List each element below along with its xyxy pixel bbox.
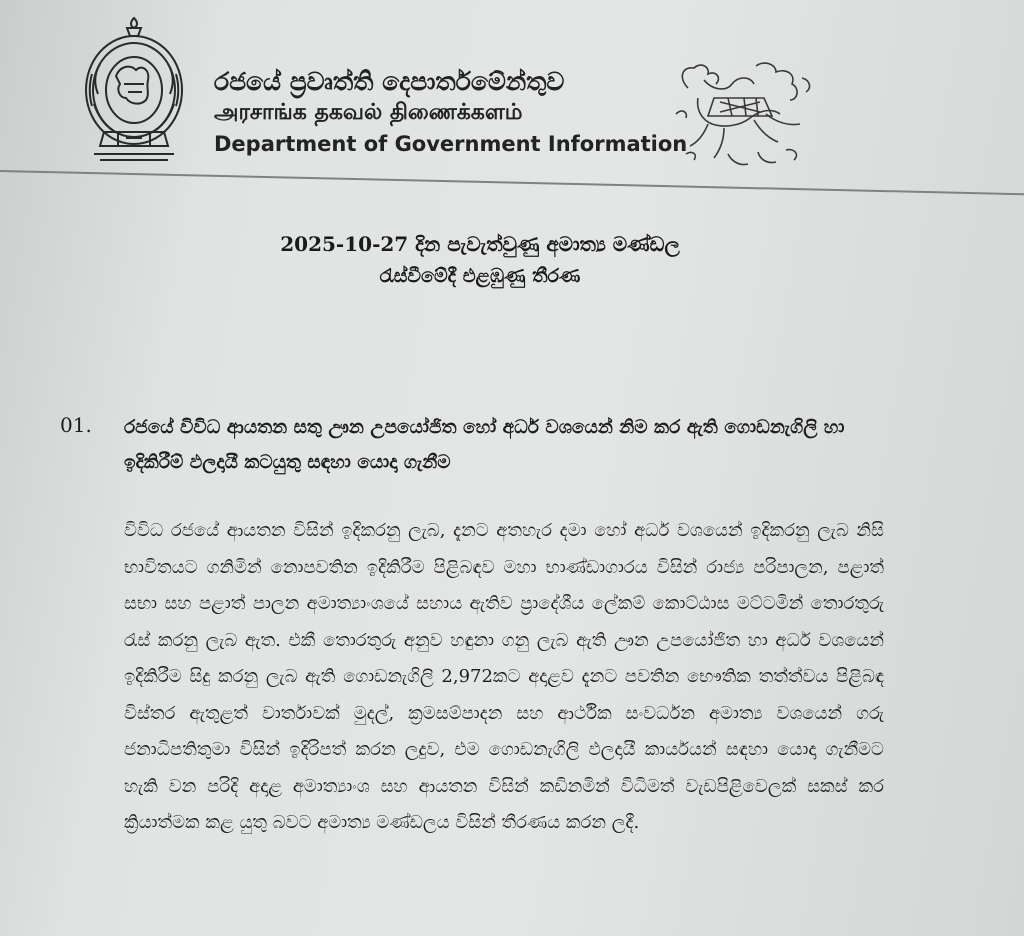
traditional-lion-motif-icon [668, 58, 818, 170]
decision-item-number: 01. [60, 413, 92, 437]
decision-item-title: රජයේ විවිධ ආයතන සතු ඌන උපයෝජිත හෝ අර්ධ වශයෙන් නිම කර ඇති ගොඩනැගිලි හා ඉදිකිරීම් ඵලදායී කටයුතු සඳහා යොදා ගැනීම [124, 417, 845, 473]
decision-item-body: විවිධ රජයේ ආයතන විසින් ඉදිකරනු ලැබ, දැනට අතහැර දමා හෝ අර්ධ වශයෙන් ඉදිකරනු ලැබ නිසි භාවිතයට ගනිමින් නොපවතින ඉදිකිරීම පිළිබඳව මහා භාණ්ඩාගාරය විසින් රාජ්‍ය පරිපාලන, පළාත් සභා සහ පළාත් පාලන අමාත්‍යාංශයේ සහාය ඇතිව ප්‍රාදේශීය ලේකම් කොට්ඨාස මට්ටමින් තොරතුරු රැස් කරනු ලැබ ඇත. එකී තොරතුරු අනුව හඳුනා ගනු ලැබ ඇති ඌන උපයෝජිත හා අර්ධ වශයෙන් ඉදිකිරීම සිදු කරනු ලැබ ඇති ගොඩනැගිලි 2,972කට අදාළව දැනට පවතින භෞතික තත්ත්වය පිළිබඳ විස්තර ඇතුළත් වාර්තාවක් මුදල්, ක්‍රමසම්පාදන සහ ආර්ථික සංවර්ධන අමාත්‍ය වශයෙන් ගරු ජනාධිපතිතුමා විසින් ඉදිරිපත් කරන ලදුව, එම ගොඩනැගිලි ඵලදායී කාර්යයන් සඳහා යොදා ගැනීමට හැකි වන පරිදි අදාළ අමාත්‍යාංශ සහ ආයතන විසින් කඩිනමින් විධිමත් වැඩපිළිවෙලක් සකස් කර ක්‍රියාත්මක කළ යුතු බවට අමාත්‍ය මණ්ඩලය විසින් තීරණය කරන ලදී. [124, 520, 884, 833]
cabinet-decisions-heading: 2025-10-27 දින පැවැත්වුණු අමාත්‍ය මණ්ඩල [280, 232, 680, 256]
cabinet-decisions-subheading: රැස්වීමේදී එළඹුණු තීරණ [379, 265, 581, 287]
department-name-english: Department of Government Information [214, 132, 688, 156]
department-name-tamil: அரசாங்க தகவல் திணைக்களம் [214, 100, 523, 125]
department-name-sinhala: රජයේ ප්‍රවෘත්ති දෙපාර්තමේන්තුව [214, 67, 565, 96]
sri-lanka-emblem-icon [80, 14, 188, 166]
header-divider [0, 170, 1024, 196]
